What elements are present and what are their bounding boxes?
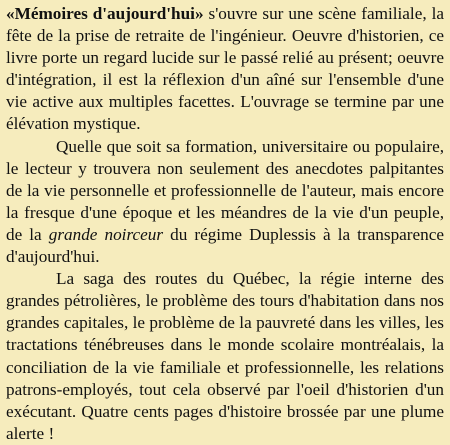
paragraph-3: La saga des routes du Québec, la régie interne des grandes pétrolières, le problème des tours d'habitation dans nos grandes capitales, le problème de la pauvreté dans les villes, les tractations ténébreuses dans le monde scolaire montréalais, la conciliation de la vie familiale et professionnelle, les relations patrons-employés, tout cela observé par l'oeil d'historien d'un exécutant. Quatre cents pages d'histoire brossée par une plume alerte !	[6, 269, 444, 443]
paragraph-2	[6, 136, 444, 269]
italic-phrase: grande noirceur	[48, 224, 164, 244]
paragraph-2-text-after: du régime Duplessis à la transparence d'aujourd'hui.	[6, 224, 444, 267]
paragraph-1-text: s'ouvre sur une scène familiale, la fête de la prise de retraite de l'ingénieur. Oeuvre d'historien, ce livre porte un regard lucide sur le passé relié au présent; oeuvre d'intégration, il est la réflexion d'un aîné sur l'ensemble d'une vie active aux multiples facettes. L'ouvrage se termine par une élévation mystique.	[6, 4, 444, 134]
paragraph-2-text-before: Quelle que soit sa formation, universitaire ou populaire, le lecteur y trouvera non seulement des anecdotes palpitantes de la vie personnelle et professionnelle de l'auteur, mais encore la fresque d'une époque et les méandres de la vie d'un peuple, de la	[6, 136, 444, 244]
book-title: «Mémoires d'aujourd'hui»	[6, 4, 204, 23]
paragraph-1	[6, 3, 444, 136]
